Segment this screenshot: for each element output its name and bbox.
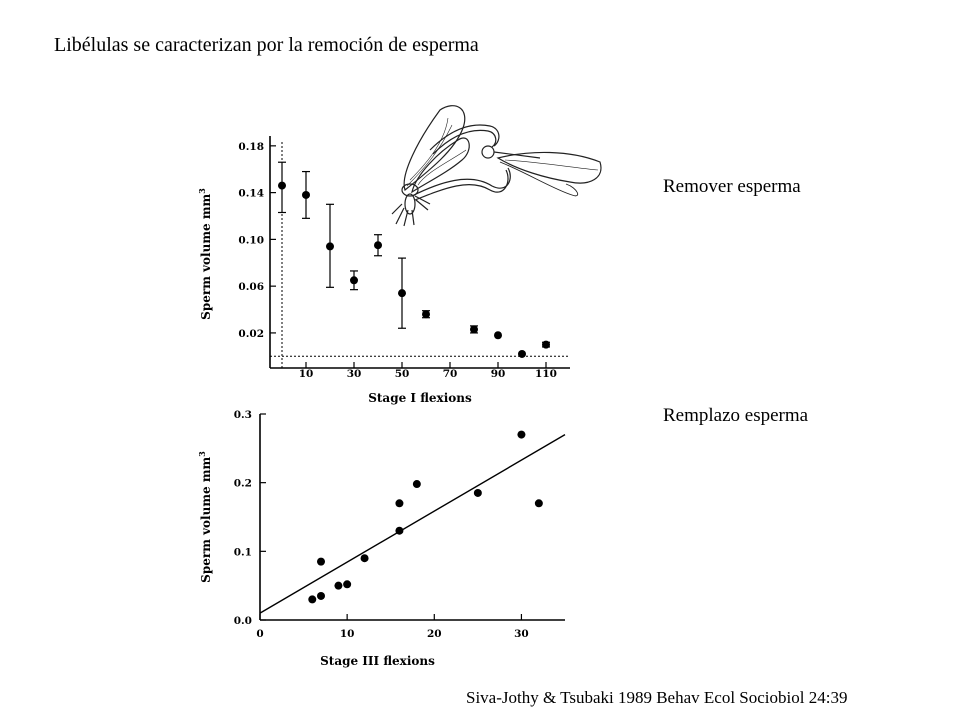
y-axis-title: Sperm volume $mm^3$ (197, 188, 213, 320)
x-tick-label: 70 (442, 368, 458, 380)
data-point (395, 499, 403, 507)
data-point (517, 431, 525, 439)
x-axis-title: Stage I flexions (368, 391, 472, 405)
data-point (374, 241, 382, 249)
data-point (413, 480, 421, 488)
stage3-chart (197, 409, 565, 668)
y-tick-label: 0.06 (238, 281, 264, 294)
data-point (422, 310, 430, 318)
data-point (317, 592, 325, 600)
data-point (494, 331, 502, 339)
x-tick-label: 30 (346, 368, 362, 380)
x-tick-label: 0 (256, 628, 264, 640)
data-point (395, 527, 403, 535)
data-point (326, 242, 334, 250)
data-point (474, 489, 482, 497)
y-tick-label: 0.10 (238, 234, 264, 247)
x-tick-label: 90 (490, 368, 506, 380)
data-point (302, 191, 310, 199)
data-point (361, 554, 369, 562)
y-tick-label: 0.18 (238, 140, 264, 153)
slide-title: Libélulas se caracterizan por la remoción de esperma (54, 34, 479, 56)
y-tick-label: 0.1 (233, 546, 252, 559)
y-axis-title-superscript: 3 (197, 451, 207, 457)
y-tick-label: 0.3 (233, 409, 252, 421)
x-tick-label: 110 (535, 368, 557, 380)
remove-sperm-label: Remover esperma (663, 176, 801, 197)
data-point (334, 582, 342, 590)
data-point (278, 182, 286, 190)
data-point (350, 276, 358, 284)
y-tick-label: 0.02 (238, 327, 264, 340)
replace-sperm-label: Remplazo esperma (663, 405, 809, 426)
data-point (308, 595, 316, 603)
x-tick-label: 30 (514, 628, 529, 640)
y-tick-label: 0.14 (238, 187, 264, 200)
x-axis-title: Stage III flexions (320, 654, 435, 668)
citation: Siva-Jothy & Tsubaki 1989 Behav Ecol Sociobiol 24:39 (466, 688, 848, 707)
x-tick-label: 10 (339, 628, 355, 640)
data-point (343, 580, 351, 588)
data-point (470, 325, 478, 333)
x-tick-label: 50 (394, 368, 410, 380)
data-point (535, 499, 543, 507)
y-axis-title: Sperm volume $mm^3$ (197, 451, 213, 583)
data-point (518, 350, 526, 358)
x-tick-label: 10 (298, 368, 314, 380)
mating-dragonflies-illustration (392, 106, 601, 226)
stage1-chart (197, 136, 570, 405)
y-tick-label: 0.2 (233, 477, 252, 490)
data-point (398, 289, 406, 297)
data-point (317, 558, 325, 566)
trend-line (260, 435, 565, 614)
data-point (542, 341, 550, 349)
y-axis-title-superscript: 3 (197, 188, 207, 194)
y-tick-label: 0.0 (233, 615, 252, 627)
x-tick-label: 20 (426, 628, 442, 640)
